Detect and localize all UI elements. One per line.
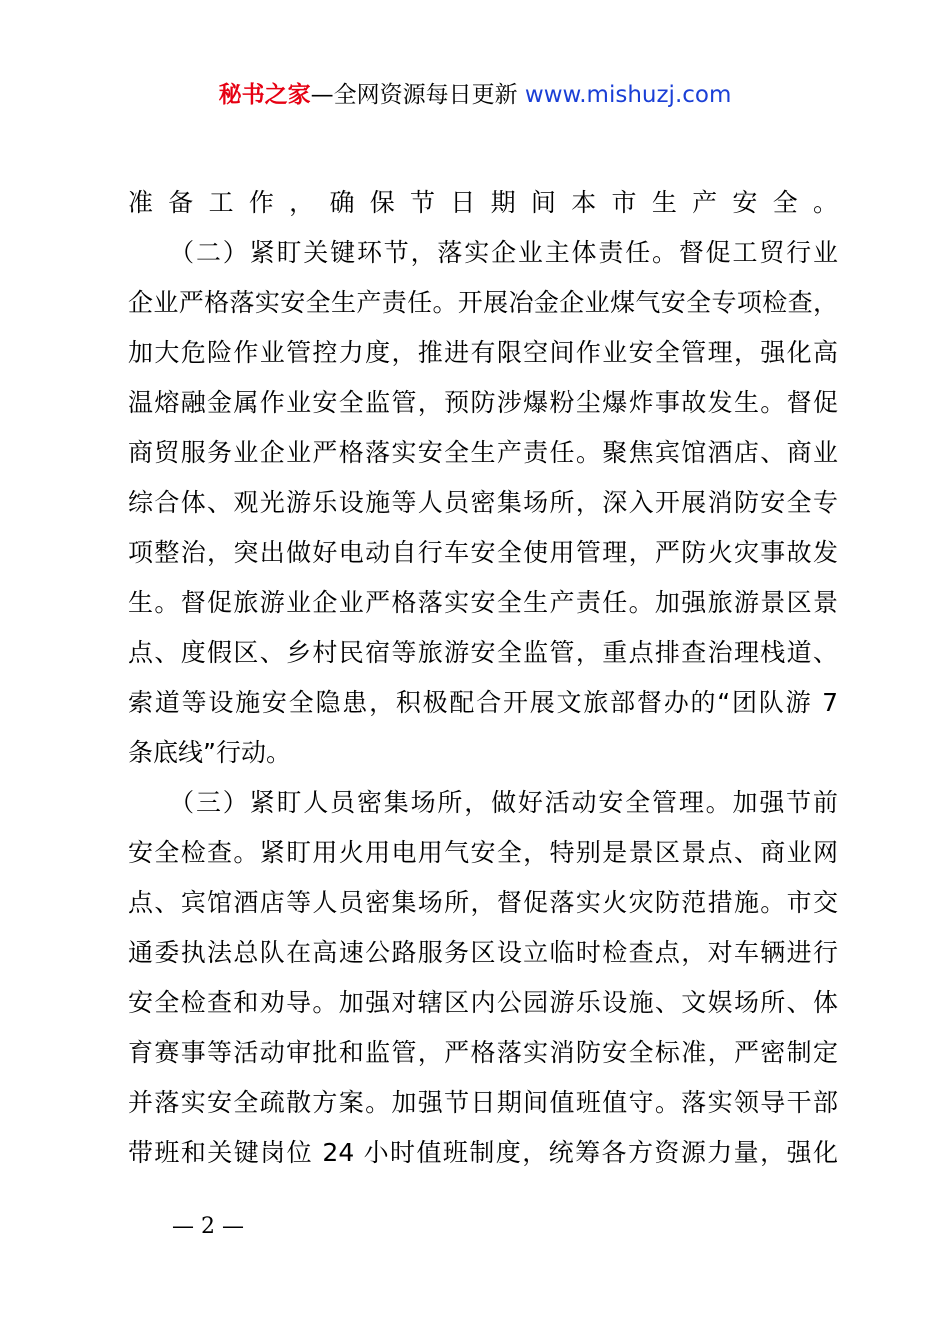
text-line: 点、宾馆酒店等人员密集场所，督促落实火灾防范措施。市交 bbox=[128, 888, 838, 917]
text-line: 索道等设施安全隐患，积极配合开展文旅部督办的“团队游 7 bbox=[128, 688, 838, 717]
text-line: 育赛事等活动审批和监管，严格落实消防安全标准，严密制定 bbox=[128, 1038, 838, 1067]
text-line: 安全检查和劝导。加强对辖区内公园游乐设施、文娱场所、体 bbox=[128, 988, 838, 1017]
site-header bbox=[0, 78, 950, 112]
text-line: 并落实安全疏散方案。加强节日期间值班值守。落实领导干部 bbox=[128, 1088, 838, 1117]
text-line: 项整治，突出做好电动自行车安全使用管理，严防火灾事故发 bbox=[128, 538, 838, 567]
text-line: 通委执法总队在高速公路服务区设立临时检查点，对车辆进行 bbox=[128, 938, 838, 967]
text-line: 条底线”行动。 bbox=[128, 738, 291, 767]
header-slogan: —全网资源每日更新 bbox=[310, 82, 518, 108]
page-number: — 2 — bbox=[172, 1214, 244, 1239]
text-line: 带班和关键岗位 24 小时值班制度，统筹各方资源力量，强化 bbox=[128, 1138, 838, 1167]
text-line: 加大危险作业管控力度，推进有限空间作业安全管理，强化高 bbox=[128, 338, 838, 367]
text-line: 安全检查。紧盯用火用电用气安全，特别是景区景点、商业网 bbox=[128, 838, 838, 867]
brand-name: 秘书之家 bbox=[218, 82, 311, 108]
text-line: 商贸服务业企业严格落实安全生产责任。聚焦宾馆酒店、商业 bbox=[128, 438, 838, 467]
text-line: 企业严格落实安全生产责任。开展冶金企业煤气安全专项检查， bbox=[128, 288, 838, 317]
text-line: 生。督促旅游业企业严格落实安全生产责任。加强旅游景区景 bbox=[128, 588, 838, 617]
text-line: 点、度假区、乡村民宿等旅游安全监管，重点排查治理栈道、 bbox=[128, 638, 838, 667]
text-line: 综合体、观光游乐设施等人员密集场所，深入开展消防安全专 bbox=[128, 488, 838, 517]
site-url[interactable]: www.mishuzj.com bbox=[524, 82, 732, 108]
text-line: （三）紧盯人员密集场所，做好活动安全管理。加强节前 bbox=[128, 788, 838, 817]
text-line: （二）紧盯关键环节，落实企业主体责任。督促工贸行业 bbox=[128, 238, 838, 267]
text-line: 温熔融金属作业安全监管，预防涉爆粉尘爆炸事故发生。督促 bbox=[128, 388, 838, 417]
text-line: 准备工作，确保节日期间本市生产安全。 bbox=[128, 188, 838, 217]
